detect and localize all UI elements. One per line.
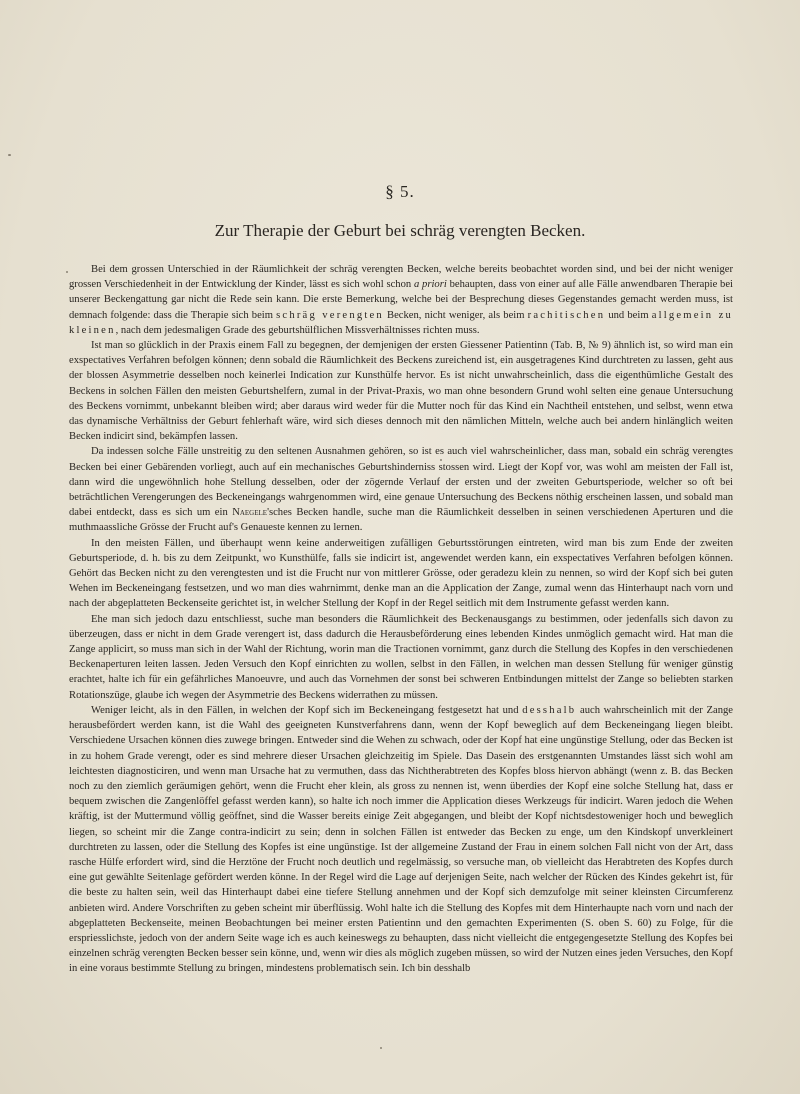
- paragraph: [69, 444, 733, 535]
- ink-speck: [66, 271, 68, 273]
- text-run: desshalb: [522, 704, 577, 716]
- paragraph: [69, 703, 733, 977]
- text-run: schräg verengten: [276, 309, 384, 321]
- paragraph: [69, 262, 733, 338]
- paragraph: [69, 612, 733, 703]
- text-run: Bei dem grossen Unterschied in der Räumlichkeit der schräg verengten Becken, welche bereits beobachtet worden sind, und bei der nicht weniger grossen Verschiedenheit in der Entwicklung der Kinder, lässt es sich wohl schon: [69, 264, 733, 291]
- text-run: rachitischen: [527, 309, 606, 321]
- text-run: und beim: [605, 309, 652, 321]
- text-run: Naegele: [232, 507, 268, 519]
- text-run: Becken, nicht weniger, als beim: [383, 309, 528, 321]
- text-run: behaupten, dass von einer auf alle Fälle anwendbaren Therapie bei unserer Beckengattung gar nicht die Rede sein kann. Die erste Bemerkung, welche bei der Besprechung dieses Gegenstandes gemacht werden muss, ist demnach folgende: dass die Therapie sich beim: [69, 279, 733, 321]
- paragraph: [69, 536, 733, 612]
- text-run: Da indessen solche Fälle unstreitig zu den seltenen Ausnahmen gehören, so ist es auch viel wahrscheinlicher, dass man, sobald ein schräg verengtes Becken bei einer Gebärenden vorliegt, auch auf ein mechanisches Geburtshinderniss stossen wird. Liegt der Kopf vor, was wohl am meisten der Fall ist, dann wird die ungewöhnlich hohe Stellung desselben, oder der zögernde Verlauf der ersten und der zweiten Geburtsperiode, welcher so oft bei beträchtlichen Verengerungen des Beckeneingangs wahrgenommen wird, eine genaue Untersuchung des Beckens nöthig erscheinen lassen, und sobald man dabei entdeckt, dass es sich um ein: [69, 446, 733, 519]
- text-run: , nach dem jedesmaligen Grade des geburtshülflichen Missverhältnisses richten muss.: [115, 324, 480, 336]
- text-run: In den meisten Fällen, und überhaupt wenn keine anderweitigen zufälligen Geburtsstörungen eintreten, wird man bis zum Ende der zweiten Geburtsperiode, d. h. bis zu dem Zeitpunkt, wo Kunsthülfe, falls sie indicirt ist, angewendet werden kann, ein exspectatives Verfahren befolgen können. Gehört das Becken nicht zu den verengtesten und ist die Frucht nur von mittlerer Grösse, oder geradezu klein zu nennen, so wird der Kopf sich bei guten Wehen im Beckeneingang festsetzen, und wo man dies wahrnimmt, denke man an die Application der Zange, zumal wenn das Hinterhaupt nach vorn und nach der abgeplatteten Beckenseite gerichtet ist, in welcher Stellung der Kopf in der Regel seitlich mit dem Instrumente gefasst werden kann.: [69, 537, 733, 610]
- text-run: allgemein zu kleinen: [69, 309, 734, 336]
- ink-speck: [8, 154, 11, 156]
- body-text: [69, 262, 733, 977]
- section-number: § 5.: [385, 182, 415, 201]
- text-run: Weniger leicht, als in den Fällen, in welchen der Kopf sich im Beckeneingang festgesetzt hat und: [91, 704, 523, 716]
- paragraph: [69, 338, 733, 444]
- text-run: Ehe man sich jedoch dazu entschliesst, suche man besonders die Räumlichkeit des Beckenausgangs zu bestimmen, oder jedenfalls sich davon zu überzeugen, dass er nicht in dem Grade verengert ist, dass dadurch die Herausbeförderung eines lebenden Kindes unmöglich gemacht wird. Hat man die Zange applicirt, so muss man sich in der Wahl der Richtung, worin man die Tractionen vornimmt, ganz durch die Stellung des Kopfes in den verschiedenen Beckenaperturen leiten lassen. Jeden Versuch den Kopf einrichten zu wollen, selbst in den Fällen, in welchen man dessen Stellung für weniger günstig erachtet, halte ich für ein gefährliches Manoeuvre, und auch das Vornehmen der sonst bei schweren Entbindungen mittelst der Zange so beliebten starken Rotationszüge, glaube ich wegen der Asymmetrie des Beckens widerrathen zu müssen.: [69, 613, 733, 701]
- text-run: 'sches Becken handle, suche man die Räumlichkeit desselben in seinen verschiedenen Aperturen und die muthmaassliche Grösse der Frucht auf's Genaueste kennen zu lernen.: [69, 507, 734, 534]
- text-run: a priori: [413, 279, 447, 291]
- ink-speck: [380, 1047, 382, 1049]
- text-run: auch wahrscheinlich mit der Zange herausbefördert werden kann, ist die Wahl des geeigneten Kunstverfahrens dann, wenn der Kopf beweglich auf dem Beckeneingang liegen bleibt. Verschiedene Ursachen können dies zuwege bringen. Entweder sind die Wehen zu schwach, oder der Kopf hat eine ungünstige Stellung, oder das Becken ist in zu hohem Grade verengt, oder es sind mehrere dieser Ursachen gleichzeitig im Spiele. Das Dasein des erstgenannten Umstandes lässt sich wohl am leichtesten diagnosticiren, und wenn man Ursache hat zu vermuthen, dass das Nichtherabtreten des Kopfes bloss hiervon abhängt (wenn z. B. das Becken noch zu den ziemlich geräumigen gehört, wenn die Frucht eher klein, als gross zu nennen ist, wenn überdies der Kopf eine solche Stellung hat, dass er bequem zwischen die Zangenlöffel gefasst werden kann), so halte ich noch immer die Application dieses Werkzeugs für indicirt. Waren jedoch die Wehen kräftig, ist der Muttermund völlig geöffnet, sind die Wasser bereits einige Zeit abgegangen, und bleibt der Kopf nichtsdestoweniger hoch und beweglich liegen, so scheint mir die Zange contra-indicirt zu sein; denn in solchen Fällen ist entweder das Becken zu enge, um den Kindskopf unverkleinert durchtreten zu lassen, oder die Stellung des Kopfes ist eine ungünstige. Ist der allgemeine Zustand der Frau in einem solchen Fall nicht von der Art, dass rasche Hülfe erfordert wird, sind die Herztöne der Frucht noch deutlich und regelmässig, so versuche man, ob vielleicht das Herabtreten des Kopfes durch eine gut gewählte Seitenlage gefördert werden könne. In der Regel wird die Lage auf derjenigen Seite, nach welcher der Rücken des Kindes gekehrt ist, für die beste zu halten sein, weil das Hinterhaupt dabei eine tiefere Stellung annehmen und der Kopf sich demzufolge mit seiner kleinsten Circumferenz anbieten wird. Andere Vorschriften zu geben scheint mir überflüssig. Wohl halte ich die Stellung des Kopfes mit dem Hinterhaupte nach vorn und nach der abgeplatteten Beckenseite, meinen Beobachtungen bei meiner ersten Patientinn und den gemachten Experimenten (S. oben S. 60) zu Folge, für die erspriesslichste, jedoch von der andern Seite wage ich es auch keineswegs zu behaupten, dass nicht vielleicht die entgegengesetzte Stellung des Kopfes bei einzelnen schräg verengten Becken besser sein könne, und, wenn wir dies als möglich zugeben müssen, so wird der Nutzen eines jeden Versuches, den Kopf in eine voraus bestimmte Stellung zu bringen, mindestens problematisch sein. Ich bin desshalb: [69, 704, 733, 975]
- section-title: Zur Therapie der Geburt bei schräg verengten Becken.: [214, 221, 586, 240]
- text-run: Ist man so glücklich in der Praxis einem Fall zu begegnen, der demjenigen der ersten Giessener Patientinn (Tab. B, № 9) ähnlich ist, so wird man ein exspectatives Verfahren befolgen können; denn sobald die Räumlichkeit des Beckens zureichend ist, ein ausgetragenes Kind durchtreten zu lassen, geht aus der blossen Asymmetrie desselben noch keinerlei Indication zur Kunsthülfe hervor. Es ist nicht unwahrscheinlich, dass die eigenthümliche Gestalt des Beckens in solchen Fällen den meisten Geburtshelfern, zumal in der Privat-Praxis, wo man ohne besondern Grund wohl selten eine genaue Untersuchung des Beckens vornimmt, unbekannt bleiben wird; aber daraus wird weder für die Mutter noch für das Kind ein Nachtheil entstehen, und selbst, wenn etwa das dynamische Verhältniss der Geburt fehlerhaft wäre, wird sich dieses dennoch mit den nämlichen Mitteln, welche auch bei andern hinlänglich weiten Becken indicirt sind, bekämpfen lassen.: [69, 340, 733, 443]
